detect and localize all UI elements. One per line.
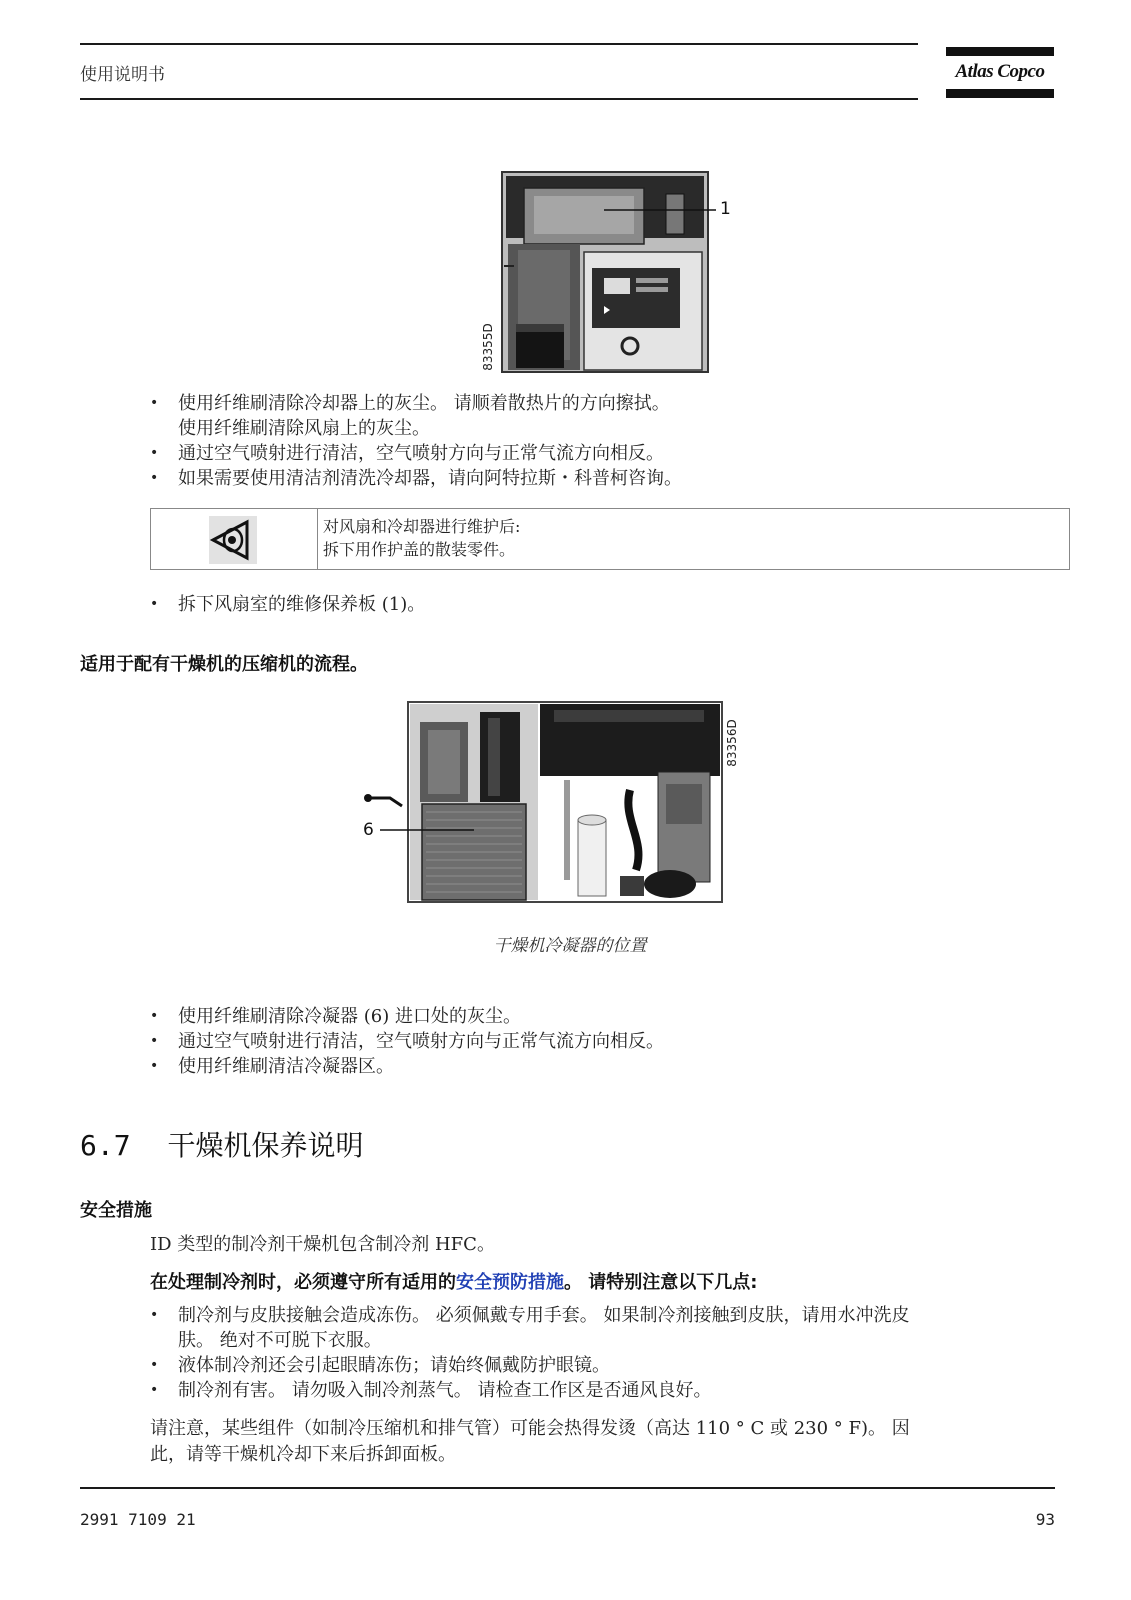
- safety-list: [150, 1303, 909, 1403]
- figure-fan-compartment: [480, 170, 750, 375]
- logo-text: Atlas Copco: [955, 61, 1045, 82]
- list-item: • 使用纤维刷清洁冷凝器区。: [150, 1054, 664, 1079]
- note-text: 对风扇和冷却器进行维护后: 拆下用作护盖的散装零件。: [323, 517, 521, 559]
- section-number: 6.7: [80, 1129, 131, 1162]
- eye-warning-icon: [209, 516, 257, 564]
- figure-2-caption: 干燥机冷凝器的位置: [493, 936, 647, 956]
- header-top-rule: [80, 43, 918, 45]
- logo-bar-top: [946, 47, 1054, 56]
- list-item: • 液体制冷剂还会引起眼睛冻伤；请始终佩戴防护眼镜。: [150, 1353, 909, 1378]
- list-item: • 拆下风扇室的维修保养板 (1)。: [150, 592, 425, 617]
- footer-rule: [80, 1487, 1055, 1489]
- list-item: • 通过空气喷射进行清洁，空气喷射方向与正常气流方向相反。: [150, 1029, 664, 1054]
- figure-1-callout: 1: [720, 199, 731, 219]
- section-title: 干燥机保养说明: [167, 1129, 364, 1162]
- dryer-procedure-heading: 适用于配有干燥机的压缩机的流程。: [80, 654, 368, 675]
- doc-title: 使用说明书: [80, 65, 165, 85]
- note-box: [150, 508, 1070, 570]
- figure-2-code: 83356D: [725, 719, 739, 767]
- fan-compartment-illustration: [480, 170, 750, 375]
- figure-2-callout: 6: [363, 820, 374, 840]
- safety-heading: 安全措施: [80, 1200, 152, 1221]
- header-bottom-rule: [80, 98, 918, 100]
- safety-precautions-link[interactable]: 安全预防措施: [456, 1272, 564, 1293]
- figure-dryer-condenser: [360, 700, 750, 905]
- safety-warning: 在处理制冷剂时，必须遵守所有适用的安全预防措施。 请特别注意以下几点:: [150, 1272, 758, 1293]
- dryer-condenser-illustration: [360, 700, 750, 905]
- list-item: • 如果需要使用清洁剂清洗冷却器，请向阿特拉斯・科普柯咨询。: [150, 466, 682, 491]
- safety-intro: ID 类型的制冷剂干燥机包含制冷剂 HFC。: [150, 1234, 495, 1255]
- list-item: • 通过空气喷射进行清洁，空气喷射方向与正常气流方向相反。: [150, 441, 682, 466]
- note-icon-cell: [151, 509, 318, 569]
- page-number: 93: [1035, 1510, 1055, 1529]
- brand-logo: [946, 47, 1054, 100]
- doc-number: 2991 7109 21: [80, 1510, 196, 1529]
- list-item: • 使用纤维刷清除冷凝器 (6) 进口处的灰尘。: [150, 1004, 664, 1029]
- list-item: • 制冷剂有害。 请勿吸入制冷剂蒸气。 请检查工作区是否通风良好。: [150, 1378, 909, 1403]
- list-item: • 制冷剂与皮肤接触会造成冻伤。 必须佩戴专用手套。 如果制冷剂接触到皮肤，请用水冲洗皮 肤。 绝对不可脱下衣服。: [150, 1303, 909, 1353]
- cooler-cleaning-list: [150, 391, 682, 491]
- condenser-cleaning-list: [150, 1004, 664, 1079]
- figure-1-code: 83355D: [481, 323, 495, 371]
- section-heading: [80, 1124, 364, 1164]
- logo-bar-bottom: [946, 89, 1054, 98]
- service-panel-list: [150, 592, 425, 617]
- list-item: • 使用纤维刷清除冷却器上的灰尘。 请顺着散热片的方向擦拭。 使用纤维刷清除风扇上的灰尘。: [150, 391, 682, 441]
- safety-closing: 请注意，某些组件（如制冷压缩机和排气管）可能会热得发烫（高达 110 ° C 或 230 ° F)。 因 此，请等干燥机冷却下来后拆卸面板。: [150, 1418, 910, 1465]
